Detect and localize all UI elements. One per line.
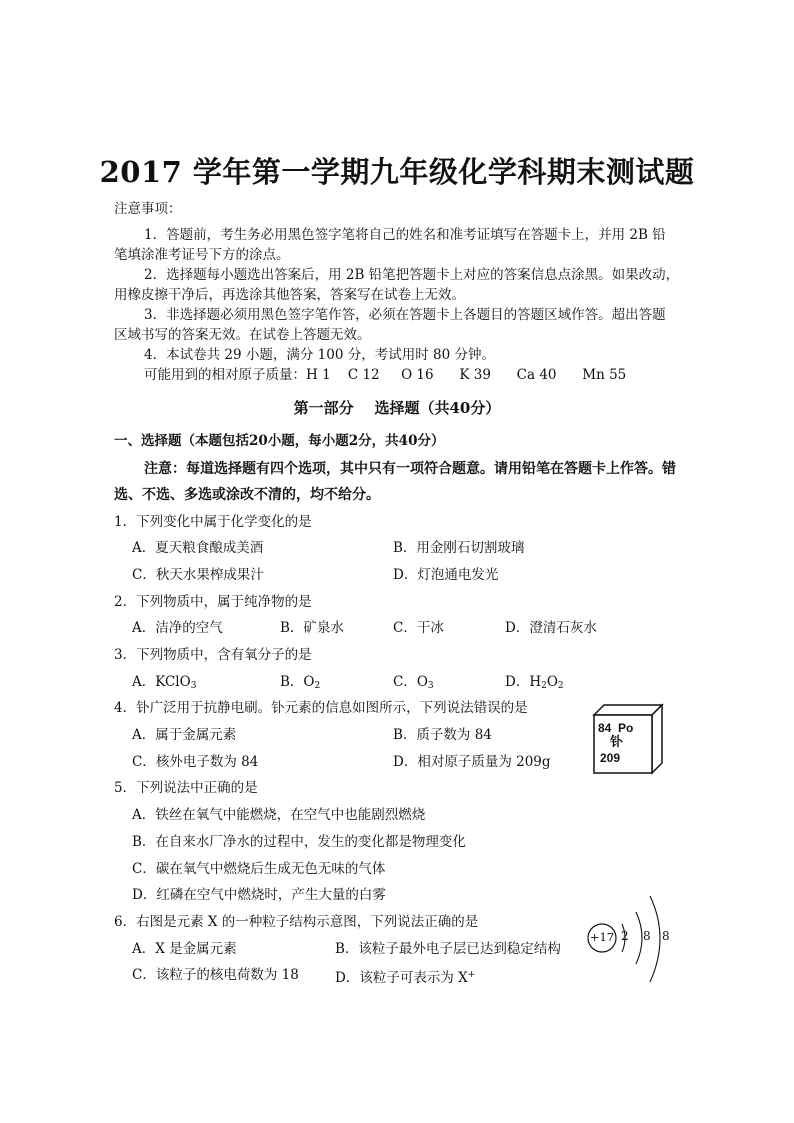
q4-option-b: B．质子数为 84 (393, 727, 492, 743)
section-note-a: 注意：每道选择题有四个选项，其中只有一项符合题意。请用铅笔在答题卡上作答。错 (144, 461, 676, 477)
q5-option-a: A．铁丝在氧气中能燃烧，在空气中也能剧烈燃烧 (132, 807, 426, 823)
q2-option-b: B．矿泉水 (280, 620, 344, 636)
q3-a-subscript: 3 (190, 681, 197, 691)
shell-3-electrons: 8 (662, 929, 670, 943)
question-6-stem: 6．右图是元素 X 的一种粒子结构示意图，下列说法正确的是 (114, 914, 479, 930)
q1-option-d: D．灯泡通电发光 (393, 567, 499, 583)
q5-option-c: C．碳在氧气中燃烧后生成无色无味的气体 (132, 861, 386, 877)
q3-option-b (280, 673, 320, 695)
note-2b: 用橡皮擦干净后，再选涂其他答案，答案写在试卷上无效。 (114, 287, 465, 303)
question-1-stem: 1．下列变化中属于化学变化的是 (114, 514, 312, 530)
question-5-stem: 5．下列说法中正确的是 (114, 780, 258, 796)
q6-option-d (335, 966, 475, 987)
q6-option-a: A．X 是金属元素 (132, 941, 237, 957)
q3-c-subscript: 3 (427, 681, 434, 691)
q3-d-text-mid: O (546, 674, 558, 690)
question-2-stem: 2．下列物质中，属于纯净物的是 (114, 594, 312, 610)
polonium-element-cube (592, 703, 664, 775)
q3-d-text: D．H (505, 674, 542, 690)
note-atomic-masses: 可能用到的相对原子质量：H 1 C 12 O 16 K 39 Ca 40 Mn 55 (144, 367, 627, 383)
shell-1-electrons: 2 (621, 929, 629, 943)
note-3b: 区域书写的答案无效。在试卷上答题无效。 (114, 327, 371, 343)
q1-option-a: A．夏天粮食酿成美酒 (132, 540, 264, 556)
part-one-heading: 第一部分 选择题（共40分） (293, 399, 501, 417)
q1-option-c: C．秋天水果榨成果汁 (132, 567, 264, 583)
note-1b: 笔填涂准考证号下方的涂点。 (114, 247, 290, 263)
q6-d-text: D．该粒子可表示为 X (335, 970, 468, 986)
note-2a: 2．选择题每小题选出答案后，用 2B 铅笔把答题卡上对应的答案信息点涂黑。如果改动， (144, 267, 680, 283)
q3-d-subscript-2: 2 (557, 681, 564, 691)
question-3-stem: 3．下列物质中，含有氧分子的是 (114, 647, 312, 663)
shell-2-electrons: 8 (643, 929, 651, 943)
cube-top-label: 84 Po (598, 721, 634, 735)
q3-c-text: C．O (393, 674, 428, 690)
q2-option-a: A．洁净的空气 (132, 620, 223, 636)
particle-structure-diagram (584, 888, 684, 988)
note-1a: 1．答题前，考生务必用黑色签字笔将自己的姓名和准考证填写在答题卡上，并用 2B 铅 (144, 227, 666, 243)
q3-b-subscript: 2 (314, 681, 321, 691)
q6-option-b: B．该粒子最外电子层已达到稳定结构 (335, 941, 561, 957)
note-3a: 3．非选择题必须用黑色签字笔作答，必须在答题卡上各题目的答题区域作答。超出答题 (144, 307, 666, 323)
note-4: 4．本试卷共 29 小题，满分 100 分，考试用时 80 分钟。 (144, 347, 495, 363)
q5-option-d: D．红磷在空气中燃烧时，产生大量的白雾 (132, 887, 386, 903)
q1-option-b: B．用金刚石切割玻璃 (393, 540, 525, 556)
notes-heading: 注意事项： (114, 201, 182, 217)
q3-d-subscript-1: 2 (541, 681, 547, 691)
question-4-stem: 4．钋广泛用于抗静电刷。钋元素的信息如图所示，下列说法错误的是 (114, 700, 528, 716)
q3-option-d (505, 673, 564, 695)
nucleus-charge: +17 (589, 930, 615, 944)
q3-option-c (393, 673, 434, 695)
q4-option-a: A．属于金属元素 (132, 727, 237, 743)
q3-option-a (132, 673, 196, 695)
q6-d-charge: + (467, 970, 476, 980)
page-title: 2017 学年第一学期九年级化学科期末测试题 (99, 155, 695, 189)
q2-option-d: D．澄清石灰水 (505, 620, 597, 636)
cube-element-name: 钋 (610, 735, 624, 750)
q4-option-c: C．核外电子数为 84 (132, 754, 259, 770)
q3-b-text: B．O (280, 674, 315, 690)
q6-option-c: C．该粒子的核电荷数为 18 (132, 967, 299, 983)
q3-a-text: A．KClO (132, 674, 191, 690)
cube-atomic-mass: 209 (600, 751, 621, 765)
section-heading: 一、选择题（本题包括20小题，每小题2分，共40分） (114, 433, 445, 449)
q2-option-c: C．干冰 (393, 620, 444, 636)
section-note-b: 选、不选、多选或涂改不清的，均不给分。 (114, 487, 380, 503)
q5-option-b: B．在自来水厂净水的过程中，发生的变化都是物理变化 (132, 834, 466, 850)
q4-option-d: D．相对原子质量为 209g (393, 754, 551, 770)
